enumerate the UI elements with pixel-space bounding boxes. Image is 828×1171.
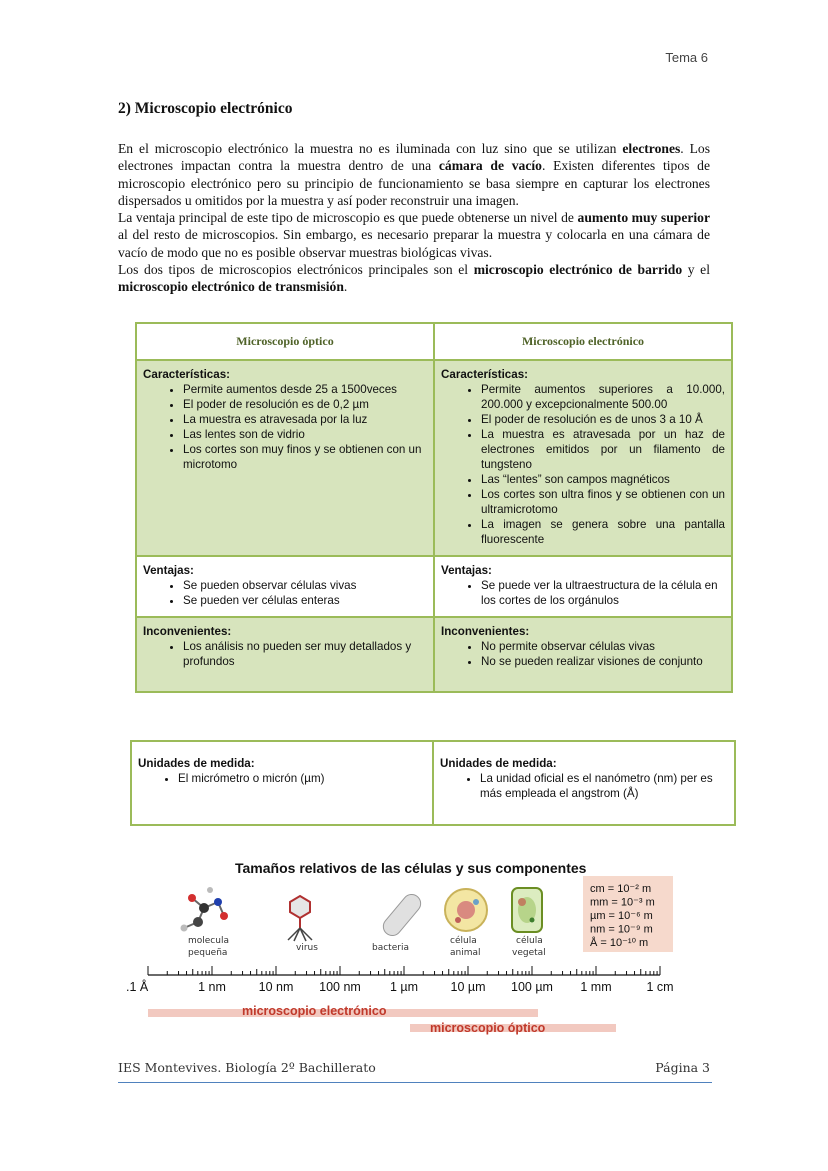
conversion-item: nm = 10⁻⁹ m <box>590 923 653 936</box>
cell-optical-advantages <box>136 556 434 617</box>
comparison-table <box>135 322 733 693</box>
cell-electronic-characteristics <box>434 360 732 556</box>
bullet-list <box>143 639 427 669</box>
bullet-list <box>138 771 426 786</box>
label-plant-2: vegetal <box>512 948 546 958</box>
scale-label: .1 Å <box>126 980 149 994</box>
scale-label: 10 nm <box>258 980 294 994</box>
label-molecule-1: molecula <box>188 936 229 946</box>
cell-title: Ventajas: <box>143 564 194 577</box>
conversion-item: cm = 10⁻² m <box>590 883 652 895</box>
text-run: . Existen diferentes tipos de microscopio electrónico pero su principio de funcionamiento se basa siempre en capturar los electrones dispersados u omitidos por la muestra y así poder reconstruir una imagen. <box>118 158 710 208</box>
list-item: • Las “lentes” son campos magnéticos <box>481 472 725 487</box>
cell-title: Inconvenientes: <box>143 625 232 638</box>
bold-term: electrones <box>622 141 681 156</box>
units-row <box>131 741 735 825</box>
list-item: • El micrómetro o micrón (µm) <box>178 771 426 786</box>
header-electronic: Microscopio electrónico <box>434 323 732 360</box>
molecule-icon <box>181 887 229 932</box>
bullet-list <box>143 578 427 608</box>
scale-label: 1 µm <box>389 980 419 994</box>
row-characteristics <box>136 360 732 556</box>
text-run: En el microscopio electrónico la muestra no es iluminada con luz sino que se utilizan <box>118 141 623 156</box>
list-item: • Se puede ver la ultraestructura de la célula en los cortes de los orgánulos <box>481 578 725 608</box>
cell-title: Características: <box>441 368 529 381</box>
relative-sizes-figure <box>120 850 720 1040</box>
list-item: • No permite observar células vivas <box>481 639 725 654</box>
list-item: • Los cortes son ultra finos y se obtienen con un ultramicrotomo <box>481 487 725 517</box>
text-run: Los dos tipos de microscopios electrónicos principales son el <box>118 262 474 278</box>
cell-electronic-disadvantages <box>434 617 732 692</box>
paragraph-2 <box>118 209 710 261</box>
label-bacteria: bacteria <box>372 943 409 953</box>
list-item: • Las lentes son de vidrio <box>183 427 427 442</box>
scale-label: 100 nm <box>319 980 361 994</box>
list-item: • Los cortes son muy finos y se obtienen con un microtomo <box>183 442 427 472</box>
header-optical: Microscopio óptico <box>136 323 434 360</box>
conversions-list <box>590 883 655 949</box>
bullet-list <box>440 771 728 801</box>
row-disadvantages <box>136 617 732 692</box>
label-molecule-2: pequeña <box>188 948 228 958</box>
text-run: al del resto de microscopios. Sin embargo, es necesario preparar la muestra y colocarla en una cámara de vacío de modo que no es posible observar muestras biológicas vivas. <box>118 227 710 260</box>
text-run: . Los electrones impactan contra la muestra dentro de una <box>118 141 710 174</box>
scale-label: 10 µm <box>450 980 486 994</box>
list-item: • La muestra es atravesada por la luz <box>183 412 427 427</box>
scale-label: 1 mm <box>580 980 612 994</box>
footer-school: IES Montevives. Biología 2º Bachillerato <box>118 1060 376 1075</box>
animal-cell-icon <box>445 889 487 931</box>
list-item: • Los análisis no pueden ser muy detallados y profundos <box>183 639 427 669</box>
text-run: y el <box>682 262 710 278</box>
row-advantages <box>136 556 732 617</box>
cell-optical-disadvantages <box>136 617 434 692</box>
cell-title: Ventajas: <box>441 564 492 577</box>
list-item: • La muestra es atravesada por un haz de electrones emitidos por un filamento de tungsteno <box>481 427 725 472</box>
bold-term: microscopio electrónico de transmisión <box>118 279 344 295</box>
cell-title: Unidades de medida: <box>138 757 255 770</box>
label-animal-2: animal <box>450 948 481 958</box>
bullet-list <box>441 382 725 547</box>
text-run: La ventaja principal de este tipo de microscopio es que puede obtenerse un nivel de <box>118 210 578 226</box>
bullet-list <box>143 382 427 472</box>
text-run: . <box>343 279 348 295</box>
list-item: • Se pueden observar células vivas <box>183 578 427 593</box>
conversion-item: mm = 10⁻³ m <box>590 896 655 909</box>
list-item: • El poder de resolución es de unos 3 a 10 Å <box>481 412 725 427</box>
cell-title: Características: <box>143 368 231 381</box>
virus-icon <box>288 896 312 941</box>
cell-title: Unidades de medida: <box>440 757 557 770</box>
comparison-header-row <box>136 323 732 360</box>
cell-title: Inconvenientes: <box>441 625 530 638</box>
body-text <box>118 140 710 296</box>
bullet-list <box>441 578 725 608</box>
footer-divider <box>118 1082 712 1083</box>
label-virus: virus <box>296 943 318 953</box>
bold-term: microscopio electrónico de barrido <box>473 262 683 278</box>
units-table <box>130 740 736 826</box>
paragraph-1 <box>118 140 710 209</box>
bold-term: aumento muy superior <box>577 210 710 226</box>
list-item: • No se pueden realizar visiones de conjunto <box>481 654 725 669</box>
list-item: • Permite aumentos superiores a 10.000, 200.000 y excepcionalmente 500.00 <box>481 382 725 412</box>
conversion-item: Å = 10⁻¹⁰ m <box>590 937 649 949</box>
range-label-electronic: microscopio electrónico <box>242 1004 387 1018</box>
plant-cell-icon <box>512 888 542 932</box>
cell-electronic-advantages <box>434 556 732 617</box>
footer-page-number: Página 3 <box>655 1060 710 1075</box>
list-item: • La unidad oficial es el nanómetro (nm) per es más empleada el angstrom (Å) <box>480 771 728 801</box>
scale-label: 1 cm <box>646 980 674 994</box>
figure-title: Tamaños relativos de las células y sus componentes <box>235 860 587 876</box>
header-topic: Tema 6 <box>665 50 708 65</box>
units-optical <box>131 741 433 825</box>
scale-label: 1 nm <box>198 980 226 994</box>
list-item: • Permite aumentos desde 25 a 1500veces <box>183 382 427 397</box>
conversion-item: µm = 10⁻⁶ m <box>590 910 653 922</box>
scale-label: 100 µm <box>511 980 553 994</box>
units-electronic <box>433 741 735 825</box>
range-label-optical: microscopio óptico <box>430 1021 546 1035</box>
bacteria-icon <box>380 891 425 939</box>
bold-term: cámara de vacío <box>438 158 542 174</box>
scale-axis <box>126 966 674 994</box>
section-title: 2) Microscopio electrónico <box>118 100 293 117</box>
list-item: • El poder de resolución es de 0,2 µm <box>183 397 427 412</box>
list-item: • Se pueden ver células enteras <box>183 593 427 608</box>
cell-optical-characteristics <box>136 360 434 556</box>
label-animal-1: célula <box>450 936 477 946</box>
list-item: • La imagen se genera sobre una pantalla fluorescente <box>481 517 725 547</box>
label-plant-1: célula <box>516 936 543 946</box>
paragraph-3 <box>118 261 710 296</box>
bullet-list <box>441 639 725 669</box>
